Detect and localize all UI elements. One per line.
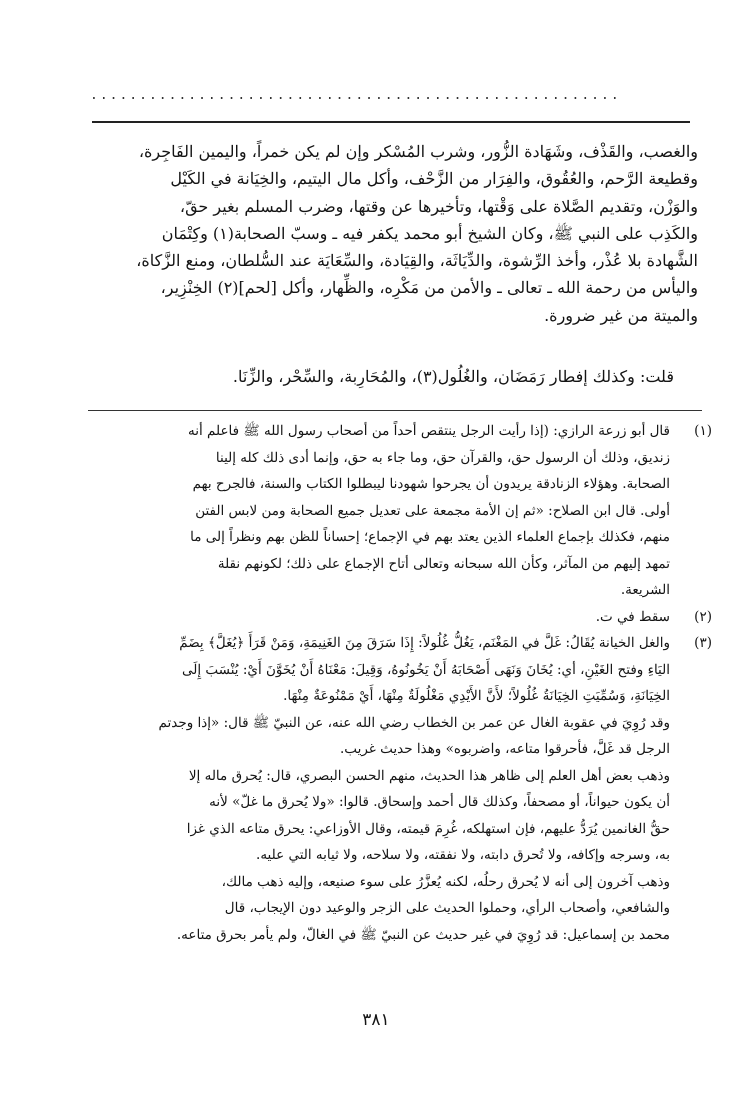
main-text — [88, 138, 698, 329]
footnote-line: الصحابة. وهؤلاء الزنادقة يريدون أن يجرحوا شهودنا ليبطلوا الكتاب والسنة، فالجرح بهم — [192, 476, 670, 492]
footnote-line: وقد رُوِيَ في عقوبة الغال عن عمر بن الخطاب رضي الله عنه، عن النبيّ ﷺ قال: «إذا وجدتم — [158, 714, 670, 731]
footnote-line: محمد بن إسماعيل: قد رُوِيَ في غير حديث عن النبيّ ﷺ في الغالّ، ولم يأمر بحرق متاعه. — [176, 926, 670, 943]
footnote-line: وذهب بعض أهل العلم إلى ظاهر هذا الحديث، منهم الحسن البصري، قال: يُحرق ماله إلا — [188, 767, 670, 784]
footnote-line: قال أبو زرعة الرازي: (إذا رأيت الرجل ينتقص أحداً من أصحاب رسول الله ﷺ فاعلم أنه — [188, 423, 670, 439]
main-line: والميتة من غير ضرورة. — [544, 305, 698, 325]
footnote-divider — [88, 410, 702, 411]
footnote-body — [82, 604, 670, 631]
footnote-2 — [82, 604, 712, 631]
footnote-line: حقُّ الغانمين يُرَدُّ عليهم، فإن استهلكه، غُرِمَ قيمته، وقال الأوزاعي: يحرق متاعه الذي غزا — [186, 820, 670, 837]
footnote-number: (٣) — [694, 635, 712, 651]
main-line: وقطيعة الرَّحم، والعُقُوق، والفِرَار من الزَّحْف، وأكل مال اليتيم، والخِيَانة في الكَيْل — [170, 169, 698, 189]
main-line: والغصب، والقَذْف، وشَهَادة الزُّور، وشرب المُسْكر وإن لم يكن خمراً، واليمين الفَاجِرة، — [138, 142, 698, 161]
main-line: والوَزْن، وتقديم الصَّلاة على وَقْتها، وتأخيرها عن وقتها، وضرب المسلم بغير حقّ، — [179, 196, 698, 216]
footnote-line: سقط في ت. — [595, 608, 670, 625]
footnote-1 — [82, 418, 712, 604]
footnote-line: وذهب آخرون إلى أنه لا يُحرق رحلُه، لكنه يُعزَّرُ على سوء صنيعه، وإليه ذهب مالك، — [221, 873, 670, 890]
footnote-line: اليَاءِ وفتح الغَيْنِ، أي: يُخَانَ وَنَهَى أَصْحَابَهُ أَنْ يَخُونُوهُ، وَقِيلَ: مَعْنَاهُ أَنْ يُخَوَّنَ أَيْ: يُنْسَبَ إِلَى — [182, 661, 670, 678]
footnote-line: به، وسرجه وإكافه، ولا تُحرق دابته، ولا نفقته، ولا سلاحه، ولا ثيابه التي عليه. — [256, 847, 670, 863]
footnote-line: أولى. قال ابن الصلاح: «ثم إن الأمة مجمعة على تعديل جميع الصحابة ومن لابس الفتن — [195, 502, 670, 519]
footnote-line: منهم، فكذلك بإجماع العلماء الذين يعتد بهم في الإجماع؛ إحساناً للظن بهم ونظراً إلى ما — [190, 529, 670, 545]
main-line: والكَذِب على النبي ﷺ، وكان الشيخ أبو محمد يكفر فيه ـ وسبّ الصحابة(١) وكِتْمَان — [161, 223, 698, 243]
footnote-body — [82, 418, 670, 604]
main-line: الشَّهادة بلا عُذْر، وأخذ الرِّشوة، والدِّيَاثَة، والقِيَادة، والسِّعَايَة عند السُّلطان، ومنع الزَّكاة، — [136, 251, 698, 271]
footnote-line: تمهد إليهم من المآثر، وكأن الله سبحانه وتعالى أتاح الإجماع على ذلك؛ لكونهم نقلة — [217, 555, 670, 572]
footnote-line: والشافعي، وأصحاب الرأي، وحملوا الحديث على الزجر والوعيد دون الإيجاب، قال — [224, 900, 670, 916]
footnotes — [82, 418, 712, 948]
header-rule — [92, 121, 690, 123]
footnote-line: الخِيَانَةِ، وَسُمِّيَتِ الخِيَانَةُ غُلُولاً؛ لأَنَّ الأَيْدِي مَغْلُولَةٌ مِنْهَا، أَيْ مَمْنُوعَةٌ مِنْهَا. — [283, 688, 670, 704]
page-number: ٣٨١ — [362, 1010, 390, 1030]
qult-paragraph: قلت: وكذلك إفطار رَمَضَان، والغُلُول(٣)، والمُحَارِبة، والسِّحْر، والزِّنَا. — [232, 367, 674, 386]
header-dotted-line: ...................................................... — [90, 88, 621, 103]
footnote-3 — [82, 630, 712, 948]
main-line: واليأس من رحمة الله ـ تعالى ـ والأمن من مَكْرِه، والظِّهار، وأكل [لحم](٢) الخِنْزِير، — [160, 278, 698, 298]
footnote-line: زنديق، وذلك أن الرسول حق، والقرآن حق، وما جاء به حق، وإنما أدى ذلك كله إلينا — [215, 449, 670, 466]
footnote-line: أن يكون حيواناً، أو مصحفاً، وكذلك قال أحمد وإسحاق. قالوا: «ولا يُحرق ما غلّ» لأنه — [209, 794, 670, 810]
footnote-number: (١) — [694, 423, 712, 439]
footnote-number: (٢) — [694, 608, 712, 625]
footnote-line: الرجل قد غَلَّ، فأحرقوا متاعه، واضربوه» وهذا حديث غريب. — [340, 741, 670, 757]
footnote-line: الشريعة. — [620, 582, 670, 598]
footnote-line: والغل الخيانة يُقَالُ: غَلَّ في المَغْنَم، يَغُلُّ غُلُولاً: إِذَا سَرَقَ مِنَ الغَنِيمَةِ، وَمَنْ قَرَأَ ﴿يُغَلَّ﴾ بِضَمِّ — [179, 635, 670, 651]
footnote-body — [82, 630, 670, 948]
